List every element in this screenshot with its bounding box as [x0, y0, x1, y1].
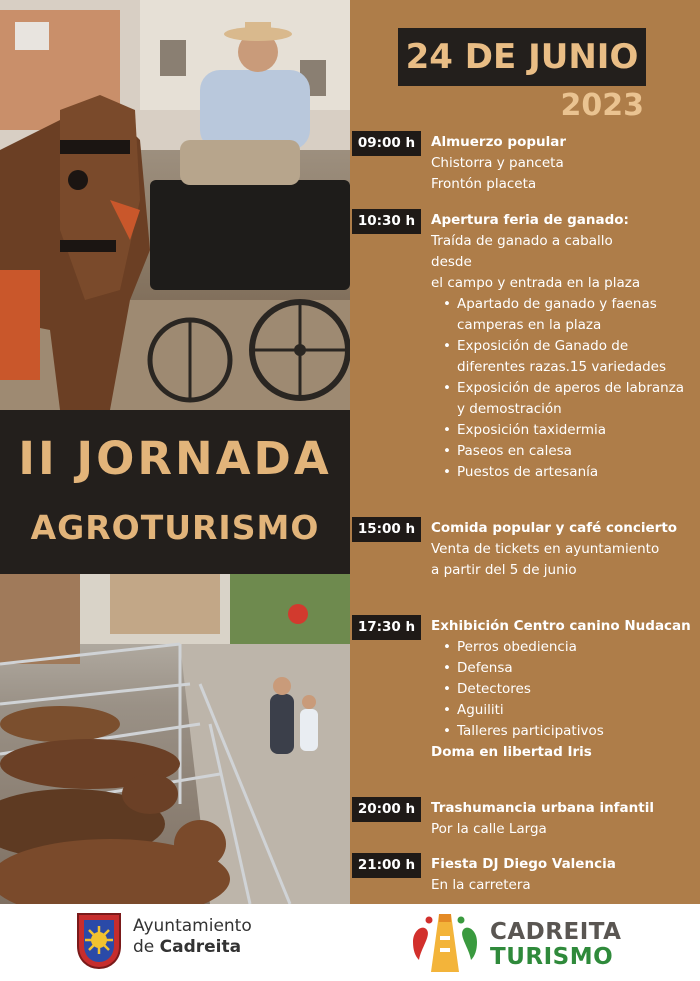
ayuntamiento-line1: Ayuntamiento [133, 916, 252, 936]
schedule-item [431, 854, 695, 896]
schedule-item-footer: Doma en libertad Iris [431, 744, 592, 760]
list-item: • Aguiliti [431, 700, 695, 721]
schedule-item-line: Por la calle Larga [431, 821, 547, 837]
schedule-bullet-list [431, 637, 695, 742]
schedule-item-title: Trashumancia urbana infantil [431, 800, 654, 816]
schedule-item-line: a partir del 5 de junio [431, 562, 577, 578]
schedule-item-title: Almuerzo popular [431, 134, 567, 150]
ayuntamiento-line2 [133, 937, 252, 958]
schedule-item [431, 798, 695, 840]
photo-horse-carriage [0, 0, 350, 410]
time-badge: 09:00 h [352, 131, 421, 156]
time-badge: 17:30 h [352, 615, 421, 640]
photo-cattle-pens [0, 574, 350, 904]
time-badge: 21:00 h [352, 853, 421, 878]
cadreita-turismo-logo-icon [407, 908, 483, 976]
list-item: • Puestos de artesanía [431, 462, 695, 483]
schedule-item-title: Comida popular y café concierto [431, 520, 678, 536]
schedule-item-line: Traída de ganado a caballo [431, 233, 613, 249]
horse-carriage-illustration [0, 0, 350, 410]
event-year: 2023 [560, 88, 644, 123]
list-item: • Exposición taxidermia [431, 420, 695, 441]
schedule-item-title: Exhibición Centro canino Nudacan [431, 618, 691, 634]
time-badge: 20:00 h [352, 797, 421, 822]
schedule-item [431, 132, 695, 195]
list-item: • Talleres participativos [431, 721, 695, 742]
list-item: • Apartado de ganado y faenas camperas en la plaza [431, 294, 695, 336]
list-item: • Perros obediencia [431, 637, 695, 658]
ayuntamiento-logo-text [133, 916, 252, 958]
cadreita-turismo-logo-text [490, 920, 621, 970]
ayuntamiento-prefix: de [133, 937, 160, 957]
schedule-item-line: Venta de tickets en ayuntamiento [431, 541, 660, 557]
list-item: • Paseos en calesa [431, 441, 695, 462]
schedule-item [431, 518, 695, 581]
ayuntamiento-name: Cadreita [159, 937, 242, 957]
schedule-item-line: En la carretera [431, 877, 531, 893]
cattle-pens-illustration [0, 574, 350, 904]
list-item: • Detectores [431, 679, 695, 700]
schedule-item-line: desde [431, 254, 472, 270]
list-item: • Defensa [431, 658, 695, 679]
schedule-item-title: Apertura feria de ganado: [431, 212, 629, 228]
schedule-item [431, 616, 695, 763]
event-title-line2: AGROTURISMO [30, 508, 320, 547]
schedule-item-title: Fiesta DJ Diego Valencia [431, 856, 616, 872]
schedule-item [431, 210, 695, 483]
turismo-line1: CADREITA [490, 919, 622, 945]
event-date: 24 DE JUNIO [405, 37, 639, 77]
schedule-item-line: Chistorra y panceta [431, 155, 564, 171]
schedule-item-line: Frontón placeta [431, 176, 537, 192]
time-badge: 10:30 h [352, 209, 421, 234]
list-item: • Exposición de aperos de labranza y demostración [431, 378, 695, 420]
time-badge: 15:00 h [352, 517, 421, 542]
event-title-line1: II JORNADA [18, 432, 332, 485]
list-item: • Exposición de Ganado de diferentes razas.15 variedades [431, 336, 695, 378]
coat-of-arms-icon [76, 912, 122, 970]
schedule-bullet-list [431, 294, 695, 483]
turismo-line2: TURISMO [490, 944, 614, 970]
schedule-item-line: el campo y entrada en la plaza [431, 275, 641, 291]
